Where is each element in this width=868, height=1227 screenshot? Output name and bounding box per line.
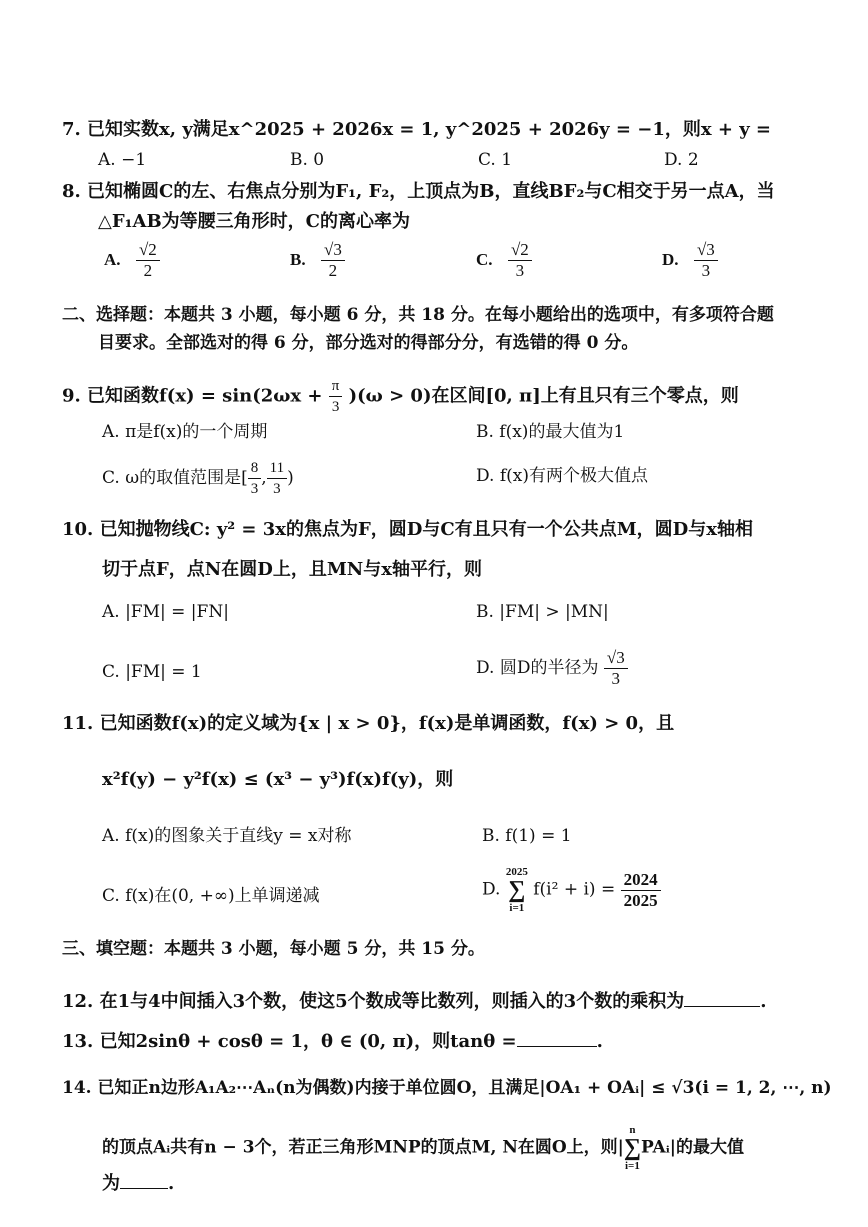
q11-option-a: A. f(x)的图象关于直线y = x对称 [102,826,352,846]
fraction-numerator: 8 [248,458,262,479]
q8-option-d-label: D. [662,250,679,269]
q8-stem-line2: △F₁AB为等腰三角形时，C的离心率为 [98,211,411,232]
fraction-denominator: 2025 [623,890,658,910]
q8-option-c-fraction [508,240,532,281]
q8-option-c [476,240,532,281]
q8-option-b-fraction [321,240,345,281]
q12-text: 12. 在1与4中间插入3个数，使这5个数成等比数列，则插入的3个数的乘积为 [62,991,685,1012]
q9-option-c-frac2 [267,458,287,499]
q8-option-a-label: A. [104,250,121,269]
q11-stem-line2: x²f(y) − y²f(x) ≤ (x³ − y³)f(x)f(y)，则 [102,769,454,790]
q9-option-d: D. f(x)有两个极大值点 [476,466,648,486]
q10-option-d-text: D. 圆D的半径为 [476,658,599,678]
q14-answer-blank[interactable] [120,1188,168,1189]
q9-option-b: B. f(x)的最大值为1 [476,422,625,442]
sum-upper-limit: n [629,1124,636,1136]
q8-stem-line1: 8. 已知椭圆C的左、右焦点分别为F₁, F₂，上顶点为B，直线BF₂与C相交于另一点A，当 [62,181,775,202]
q8-option-b [290,240,345,281]
q10-stem-line2: 切于点F，点N在圆D上，且MN与x轴平行，则 [102,559,482,580]
q14-stem-line2 [102,1124,744,1172]
q9-option-c-frac1 [248,458,262,499]
fraction-numerator: √3 [321,240,345,261]
fraction-numerator: 11 [267,458,287,479]
q14-text-part2: PAᵢ|的最大值 [640,1137,744,1158]
q9-option-a: A. π是f(x)的一个周期 [102,422,268,442]
fraction-numerator: √2 [136,240,160,261]
q8-option-c-label: C. [476,250,493,269]
q9-pi-over-3 [329,376,343,417]
q8-option-d-fraction [694,240,718,281]
sigma-icon: ∑ [623,1135,641,1161]
fraction-numerator: √2 [508,240,532,261]
q7-option-c: C. 1 [478,150,513,170]
q12-answer-blank[interactable] [684,1006,760,1007]
q14-text-part1: 的顶点Aᵢ共有n − 3个，若正三角形MNP的顶点M, N在圆O上，则| [102,1137,624,1158]
q14-stem-line1: 14. 已知正n边形A₁A₂⋯Aₙ(n为偶数)内接于单位圆O，且满足|OA₁ + OAᵢ| ≤ √3(i = 1, 2, ⋯, n) [62,1078,832,1098]
q8-option-b-label: B. [290,250,306,269]
q10-option-a: A. |FM| = |FN| [102,602,229,622]
fraction-denominator: 3 [515,261,525,280]
q12-stem [62,990,766,1014]
sum-lower-limit: i=1 [625,1160,640,1172]
q8-option-a [104,240,160,281]
section2-heading-line1: 二、选择题：本题共 3 小题，每小题 6 分，共 18 分。在每小题给出的选项中，有多项符合题 [62,305,774,325]
q9-option-c-text: C. ω的取值范围是[ [102,468,248,488]
summation-symbol [624,1124,641,1172]
summation-symbol [506,866,528,914]
fraction-denominator: 3 [273,481,281,497]
q7-stem: 7. 已知实数x, y满足x^2025 + 2026x = 1, y^2025 + 2026y = −1，则x + y = [62,119,771,140]
q14-stem-line3 [102,1172,174,1196]
section3-heading: 三、填空题：本题共 3 小题，每小题 5 分，共 15 分。 [62,939,485,959]
q9-option-c-close: ) [287,468,294,488]
q13-text: 13. 已知2sinθ + cosθ = 1，θ ∈ (0, π)，则tanθ = [62,1031,517,1052]
q14-text-part3: 为 [102,1173,120,1194]
section2-heading-line2: 目要求。全部选对的得 6 分，部分选对的得部分分，有选错的得 0 分。 [98,333,639,353]
q11-option-c: C. f(x)在(0, +∞)上单调递减 [102,886,320,906]
q8-option-a-fraction [136,240,160,281]
sum-lower-limit: i=1 [509,902,525,914]
q9-stem-part1: 9. 已知函数f(x) = sin(2ωx + [62,385,323,407]
fraction-numerator: 2024 [621,870,661,891]
q9-stem [62,376,739,417]
fraction-denominator: 3 [331,399,340,415]
q9-option-c: C. ω的取值范围是[ $\frac{8}{3}$ , $\frac{11}{3}$ ) [102,460,294,497]
q7-option-a: A. −1 [98,150,147,170]
fraction-denominator: 2 [143,261,153,280]
q10-option-b: B. |FM| > |MN| [476,602,609,622]
q11-option-d-fraction [621,870,661,911]
q9-stem-part2: )(ω > 0)在区间[0, π]上有且只有三个零点，则 [348,385,739,407]
sum-upper-limit: 2025 [505,866,528,878]
q10-stem-line1: 10. 已知抛物线C: y² = 3x的焦点为F，圆D与C有且只有一个公共点M，圆D与x轴相 [62,519,754,540]
fraction-numerator: π [329,376,343,397]
q8-option-d [662,240,718,281]
sigma-icon: ∑ [508,877,526,903]
q13-answer-blank[interactable] [517,1046,597,1047]
q11-option-d-expr: f(i² + i) = [533,879,616,900]
q7-option-b: B. 0 [290,150,325,170]
q14-period: . [168,1173,175,1194]
fraction-denominator: 3 [250,481,259,497]
fraction-denominator: 3 [611,669,621,688]
q12-period: . [760,991,767,1012]
q11-option-d [482,866,661,914]
q10-option-d-fraction [604,648,628,689]
q10-option-c: C. |FM| = 1 [102,662,202,682]
q13-stem [62,1030,603,1054]
q13-period: . [596,1031,603,1052]
q10-option-d [476,648,628,689]
fraction-denominator: 3 [701,261,711,280]
fraction-numerator: √3 [694,240,718,261]
q11-option-b: B. f(1) = 1 [482,826,572,846]
fraction-numerator: √3 [604,648,628,669]
q11-stem-line1: 11. 已知函数f(x)的定义域为{x | x > 0}，f(x)是单调函数，f(x) > 0，且 [62,713,675,734]
q7-option-d: D. 2 [664,150,699,170]
q11-option-d-label: D. [482,879,501,900]
fraction-denominator: 2 [328,261,338,280]
